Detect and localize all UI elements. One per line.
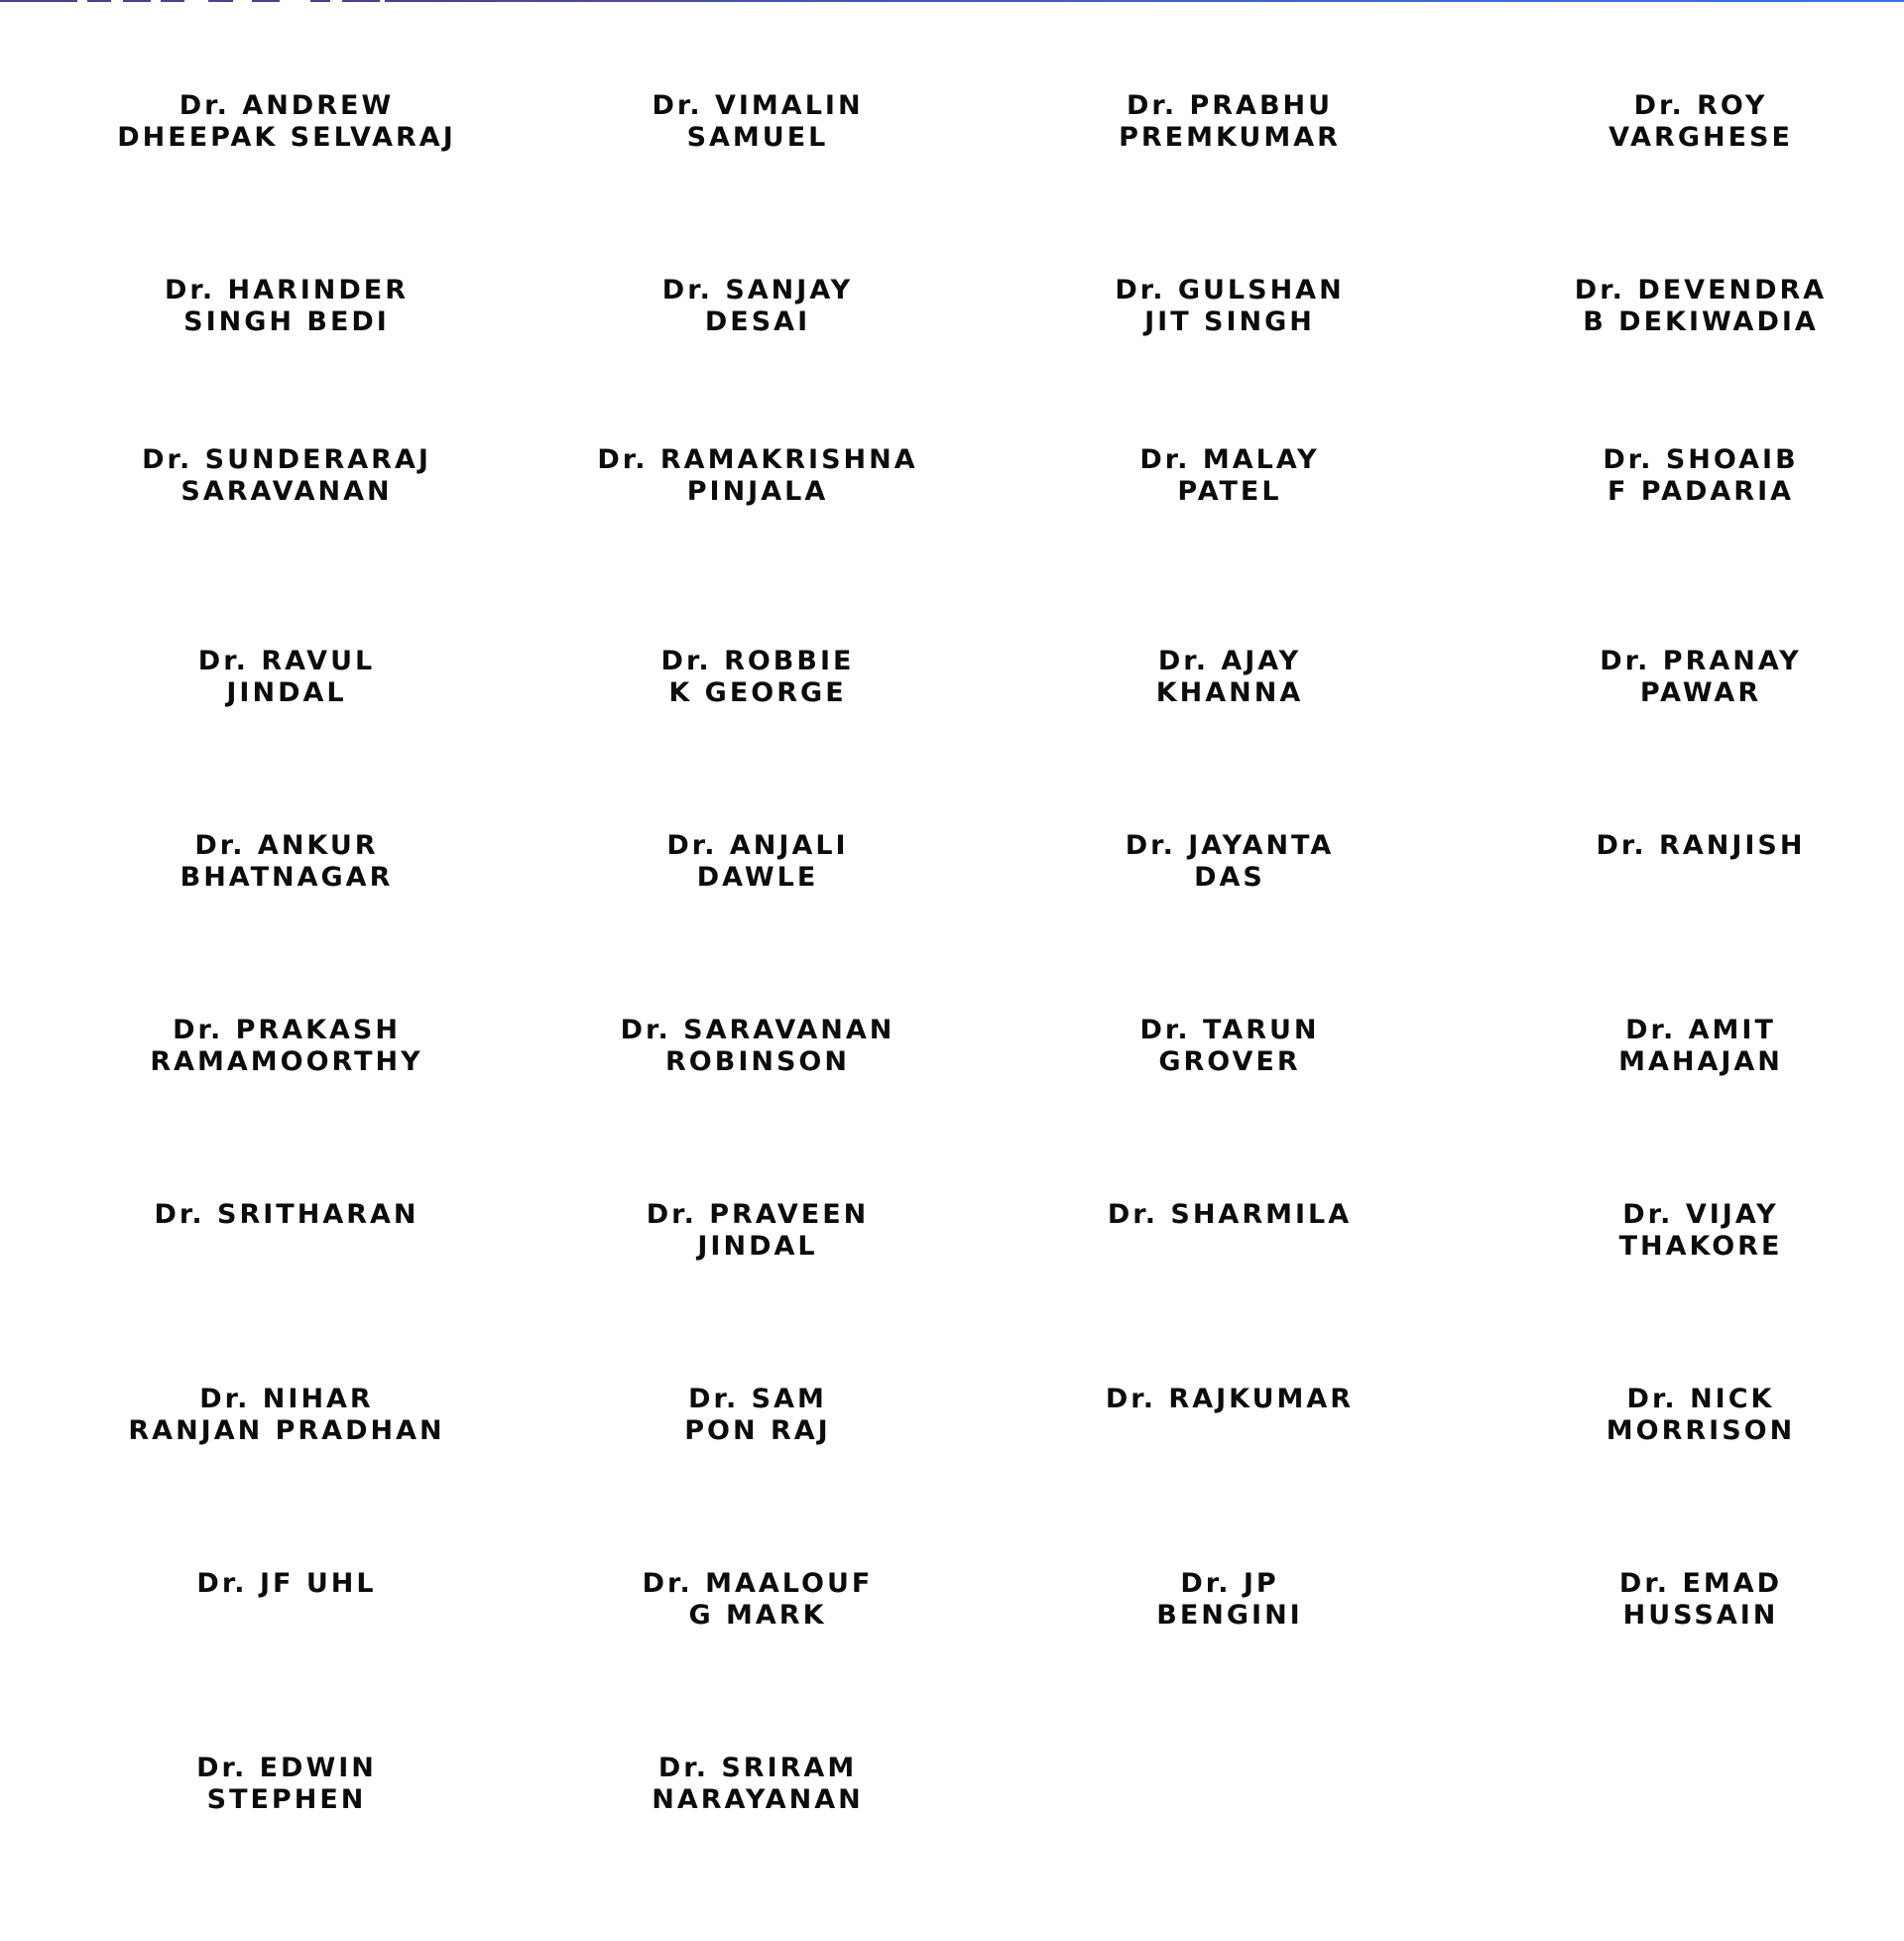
doctor-name-line1: Dr. RANJISH bbox=[1596, 830, 1806, 861]
doctor-name bbox=[522, 90, 994, 154]
doctor-name bbox=[51, 1015, 523, 1078]
doctor-name bbox=[522, 1384, 994, 1447]
doctor-name bbox=[1465, 1384, 1904, 1447]
doctor-name-line1: Dr. MALAY bbox=[1139, 444, 1320, 475]
doctor-name bbox=[1465, 90, 1904, 154]
doctor-name bbox=[522, 275, 994, 338]
doctor-name-line2: PATEL bbox=[1177, 476, 1282, 507]
doctor-name-line2: HUSSAIN bbox=[1622, 1600, 1779, 1631]
doctor-name bbox=[1465, 1015, 1904, 1078]
doctor-name-line2: SARAVANAN bbox=[180, 476, 393, 507]
doctor-name bbox=[1465, 1568, 1904, 1632]
doctor-name-line2: VARGHESE bbox=[1608, 122, 1793, 153]
doctor-name-line1: Dr. HARINDER bbox=[164, 275, 410, 305]
doctor-name-line1: Dr. PRANAY bbox=[1600, 646, 1802, 676]
doctor-name bbox=[994, 830, 1466, 894]
doctor-name-line1: Dr. AMIT bbox=[1625, 1015, 1776, 1045]
doctor-name-line2: BENGINI bbox=[1156, 1600, 1303, 1631]
doctor-name-line1: Dr. RAMAKRISHNA bbox=[597, 444, 918, 475]
doctor-name-line1: Dr. TARUN bbox=[1139, 1015, 1320, 1045]
doctor-name-line1: Dr. JF UHL bbox=[196, 1568, 377, 1599]
doctor-name-line2: DESAI bbox=[704, 306, 811, 337]
doctor-name-line1: Dr. SUNDERARAJ bbox=[142, 444, 431, 475]
doctor-name bbox=[1465, 275, 1904, 338]
doctor-name bbox=[994, 1384, 1466, 1415]
doctor-name bbox=[994, 1199, 1466, 1231]
doctor-name-line1: Dr. NIHAR bbox=[199, 1384, 374, 1414]
doctor-name-line2: JIT SINGH bbox=[1144, 306, 1315, 337]
doctor-name-line2: GROVER bbox=[1158, 1046, 1301, 1077]
doctor-name bbox=[994, 646, 1466, 709]
doctor-name-line1: Dr. RAJKUMAR bbox=[1105, 1384, 1355, 1414]
doctor-name-line1: Dr. ANJALI bbox=[666, 830, 849, 861]
doctor-name-line1: Dr. PRAVEEN bbox=[646, 1199, 870, 1230]
doctor-name-line1: Dr. SRIRAM bbox=[657, 1753, 858, 1783]
doctor-name-line1: Dr. ROBBIE bbox=[660, 646, 855, 676]
doctor-name bbox=[522, 1568, 994, 1632]
doctor-name-line2: NARAYANAN bbox=[652, 1784, 864, 1815]
doctor-name-line2: KHANNA bbox=[1155, 677, 1304, 708]
doctor-name-line1: Dr. SANJAY bbox=[661, 275, 854, 305]
doctor-name-line1: Dr. SHOAIB bbox=[1603, 444, 1799, 475]
doctor-name-line1: Dr. NICK bbox=[1626, 1384, 1775, 1414]
doctor-name-line2: SAMUEL bbox=[686, 122, 829, 153]
doctor-name bbox=[1465, 444, 1904, 508]
doctor-name-line2: DAS bbox=[1194, 862, 1265, 893]
doctor-name bbox=[1465, 830, 1904, 862]
doctor-name bbox=[522, 830, 994, 894]
doctor-name-line2: JINDAL bbox=[226, 677, 347, 708]
doctor-name-line1: Dr. PRABHU bbox=[1126, 90, 1334, 121]
doctor-name-line1: Dr. SARAVANAN bbox=[620, 1015, 895, 1045]
doctor-name-line2: RANJAN PRADHAN bbox=[128, 1415, 445, 1446]
doctor-name bbox=[522, 1199, 994, 1263]
doctor-name-line2: BHATNAGAR bbox=[179, 862, 394, 893]
doctor-name-line2: PINJALA bbox=[686, 476, 829, 507]
doctor-name-line1: Dr. ROY bbox=[1633, 90, 1768, 121]
doctor-name-line2: PREMKUMAR bbox=[1119, 122, 1341, 153]
doctor-name bbox=[51, 646, 523, 709]
doctor-name bbox=[51, 444, 523, 508]
doctor-name bbox=[51, 90, 523, 154]
doctor-name-line2: MAHAJAN bbox=[1618, 1046, 1783, 1077]
doctor-name-line2: G MARK bbox=[688, 1600, 827, 1631]
doctor-name-line1: Dr. GULSHAN bbox=[1115, 275, 1345, 305]
doctor-name bbox=[51, 830, 523, 894]
doctor-name bbox=[51, 1199, 523, 1231]
doctor-name-line2: PAWAR bbox=[1639, 677, 1762, 708]
doctor-name-line1: Dr. ANKUR bbox=[194, 830, 379, 861]
doctor-name-line1: Dr. VIJAY bbox=[1622, 1199, 1779, 1230]
doctor-name-line2: PON RAJ bbox=[684, 1415, 831, 1446]
doctor-name-line1: Dr. DEVENDRA bbox=[1574, 275, 1828, 305]
doctor-name bbox=[522, 1015, 994, 1078]
doctor-name bbox=[994, 90, 1466, 154]
doctor-name-line2: K GEORGE bbox=[668, 677, 847, 708]
doctor-name-line2: DHEEPAK SELVARAJ bbox=[117, 122, 456, 153]
doctor-name-line2: JINDAL bbox=[697, 1231, 818, 1262]
doctor-name-line2: SINGH BEDI bbox=[183, 306, 390, 337]
doctor-name-line1: Dr. RAVUL bbox=[197, 646, 376, 676]
doctor-name bbox=[51, 275, 523, 338]
doctor-name-line1: Dr. SAM bbox=[688, 1384, 827, 1414]
doctor-name-line1: Dr. EDWIN bbox=[196, 1753, 377, 1783]
doctor-name bbox=[994, 1015, 1466, 1078]
doctor-name-line1: Dr. AJAY bbox=[1157, 646, 1302, 676]
doctor-name bbox=[994, 444, 1466, 508]
doctor-name-line1: Dr. ANDREW bbox=[178, 90, 395, 121]
doctor-name-line2: ROBINSON bbox=[665, 1046, 850, 1077]
doctor-name-line2: MORRISON bbox=[1606, 1415, 1796, 1446]
doctor-name bbox=[994, 275, 1466, 338]
doctor-name-line2: RAMAMOORTHY bbox=[150, 1046, 423, 1077]
doctor-name bbox=[51, 1753, 523, 1816]
doctor-name bbox=[994, 1568, 1466, 1632]
doctor-name-line1: Dr. JP bbox=[1180, 1568, 1279, 1599]
doctor-name-line2: B DEKIWADIA bbox=[1583, 306, 1819, 337]
doctor-name bbox=[1465, 1199, 1904, 1263]
doctor-name bbox=[1465, 646, 1904, 709]
doctor-name-line1: Dr. EMAD bbox=[1618, 1568, 1783, 1599]
doctor-name-line1: Dr. SHARMILA bbox=[1107, 1199, 1353, 1230]
doctor-name bbox=[522, 646, 994, 709]
doctor-name bbox=[522, 444, 994, 508]
doctor-name bbox=[51, 1568, 523, 1600]
doctor-name-line2: STEPHEN bbox=[206, 1784, 367, 1815]
doctor-name-line2: THAKORE bbox=[1618, 1231, 1783, 1262]
doctor-name-line1: Dr. SRITHARAN bbox=[154, 1199, 419, 1230]
doctor-name-line1: Dr. JAYANTA bbox=[1125, 830, 1335, 861]
doctor-name-line1: Dr. PRAKASH bbox=[173, 1015, 401, 1045]
doctor-name-line1: Dr. VIMALIN bbox=[652, 90, 864, 121]
doctor-name bbox=[522, 1753, 994, 1816]
doctor-name-line2: F PADARIA bbox=[1606, 476, 1795, 507]
doctor-name-line1: Dr. MAALOUF bbox=[642, 1568, 874, 1599]
doctor-name bbox=[51, 1384, 523, 1447]
doctor-name-line2: DAWLE bbox=[696, 862, 819, 893]
